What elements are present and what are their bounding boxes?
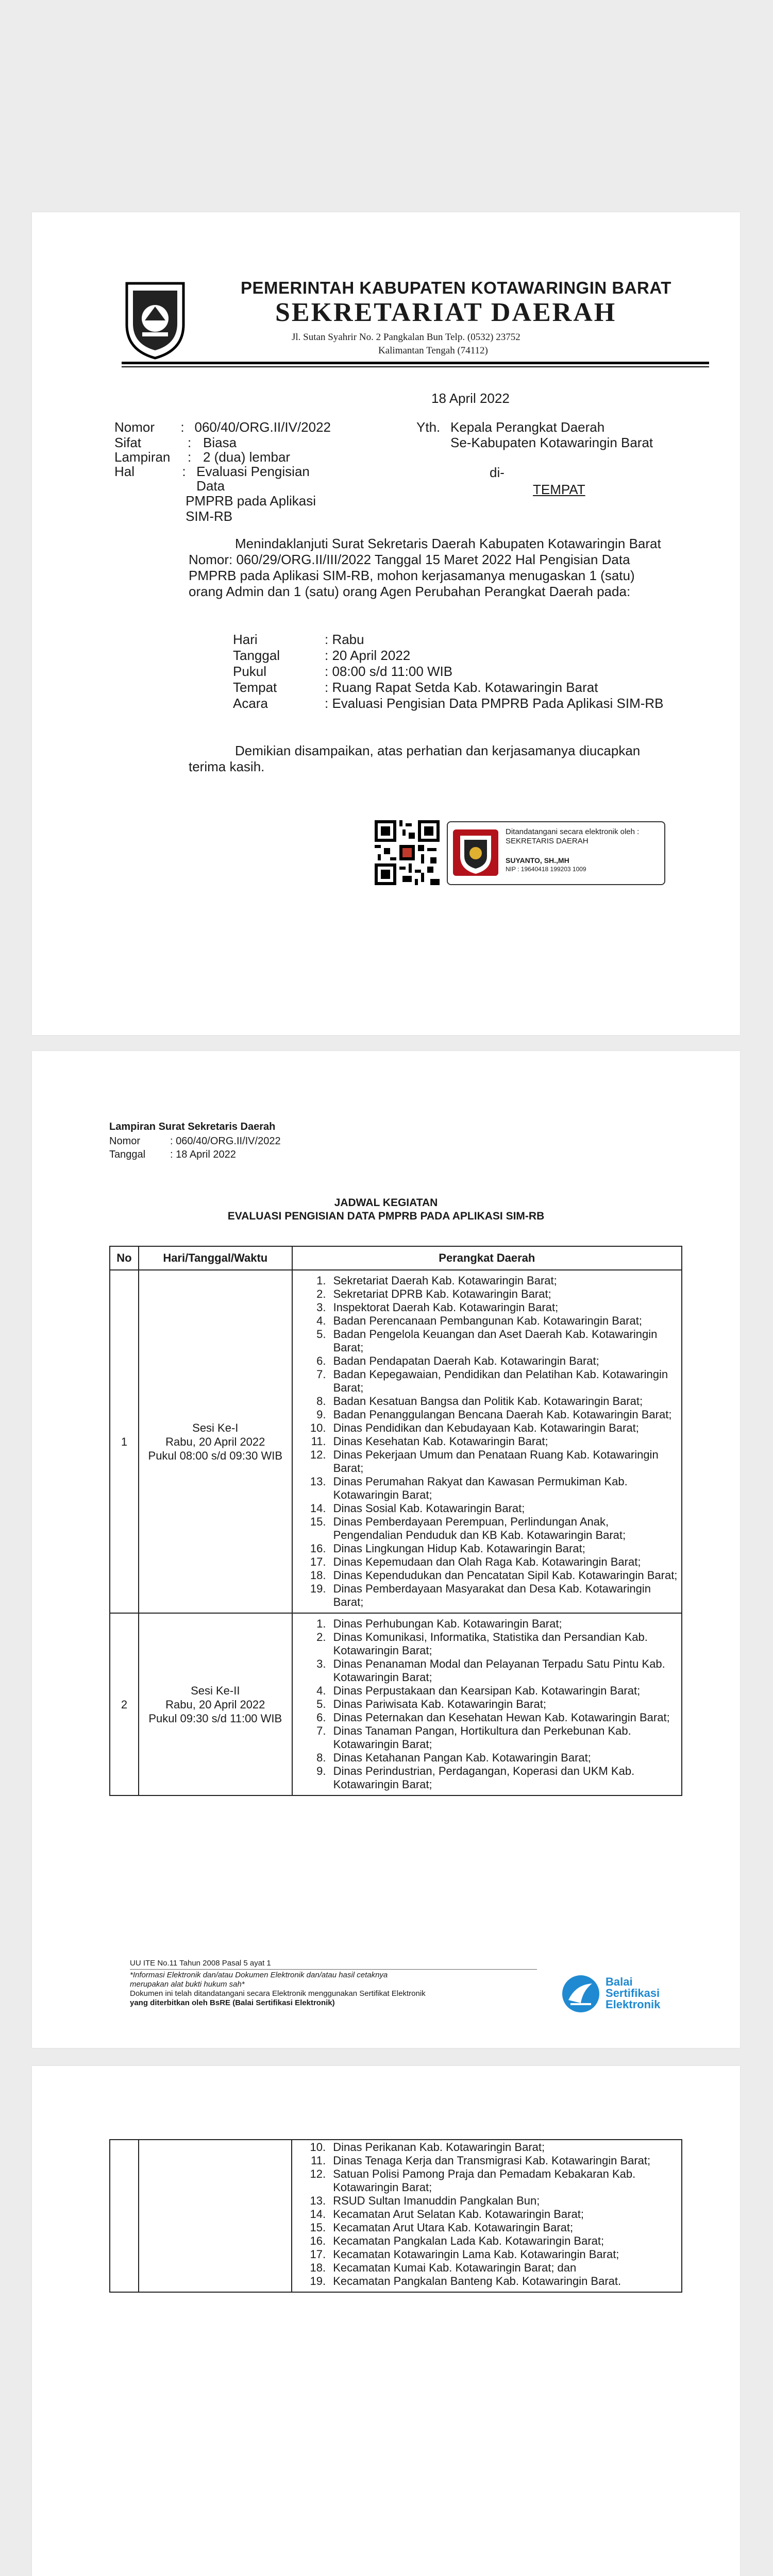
office-address: Jl. Sutan Syahrir No. 2 Pangkalan Bun Telp. (0532) 23752: [292, 332, 520, 343]
list-item: 16. Dinas Lingkungan Hidup Kab. Kotawaringin Barat;: [329, 1542, 681, 1555]
table-header-row: [110, 1246, 682, 1270]
government-name: PEMERINTAH KABUPATEN KOTAWARINGIN BARAT: [241, 278, 671, 297]
session-2-list-continued: [293, 2141, 681, 2288]
closing-line: terima kasih.: [189, 759, 265, 774]
session-1-list: [293, 1274, 681, 1609]
session-no-empty: [110, 2140, 139, 2292]
session-label: Sesi Ke-II: [191, 1684, 240, 1697]
session-time-cell: [139, 1613, 292, 1795]
list-item: 11. Dinas Kesehatan Kab. Kotawaringin Barat;: [329, 1435, 681, 1448]
detail-value: : Ruang Rapat Setda Kab. Kotawaringin Barat: [325, 680, 598, 695]
table-row: [110, 1613, 682, 1795]
attachment-meta-label: Nomor: [109, 1136, 141, 1147]
seal-emblem: [453, 829, 498, 876]
list-item: 9. Dinas Perindustrian, Perdagangan, Koperasi dan UKM Kab. Kotawaringin Barat;: [329, 1765, 681, 1791]
letter-date: 18 April 2022: [431, 391, 510, 406]
list-item: 19. Kecamatan Pangkalan Banteng Kab. Kotawaringin Barat.: [329, 2275, 681, 2288]
signed-note: Ditandatangani secara elektronik oleh :: [506, 827, 640, 836]
footer-note: merupakan alat bukti hukum sah*: [130, 1980, 245, 1989]
qr-code: [375, 820, 440, 885]
list-item: 6. Dinas Peternakan dan Kesehatan Hewan Kab. Kotawaringin Barat;: [329, 1711, 681, 1724]
footer-note: *Informasi Elektronik dan/atau Dokumen Elektronik dan/atau hasil cetaknya: [130, 1971, 388, 1979]
letter-body: [189, 536, 712, 600]
meta-value: Biasa: [203, 435, 237, 450]
detail-value: : 20 April 2022: [325, 648, 411, 663]
letter-page: [32, 212, 740, 1035]
session-date: Rabu, 20 April 2022: [165, 1698, 265, 1711]
detail-label: Tempat: [233, 680, 277, 695]
session-label: Sesi Ke-I: [192, 1421, 239, 1434]
list-item: 7. Dinas Tanaman Pangan, Hortikultura dan Perkebunan Kab. Kotawaringin Barat;: [329, 1724, 681, 1751]
bsre-text: Balai: [606, 1975, 633, 1988]
attachment-page: [32, 1051, 740, 2048]
meta-label: Sifat: [114, 435, 142, 450]
session-items-cell: [292, 1613, 682, 1795]
page-footer: [130, 1959, 573, 2008]
meta-label: Hal: [114, 464, 135, 479]
letterhead-rule-thin: [122, 366, 709, 367]
list-item: 4. Dinas Perpustakaan dan Kearsipan Kab. Kotawaringin Barat;: [329, 1684, 681, 1698]
list-item: 9. Badan Penanggulangan Bencana Daerah Kab. Kotawaringin Barat;: [329, 1408, 681, 1421]
list-item: 13. RSUD Sultan Imanuddin Pangkalan Bun;: [329, 2194, 681, 2208]
list-item: 10. Dinas Perikanan Kab. Kotawaringin Barat;: [329, 2141, 681, 2154]
signer-position: SEKRETARIS DAERAH: [506, 837, 589, 845]
list-item: 15. Dinas Pemberdayaan Perempuan, Perlindungan Anak, Pengendalian Penduduk dan KB Kab. Kotawaringin Barat;: [329, 1515, 681, 1542]
footer-note: Dokumen ini telah ditandatangani secara Elektronik menggunakan Sertifikat Elektronik: [130, 1989, 426, 1998]
list-item: 8. Dinas Ketahanan Pangan Kab. Kotawaringin Barat;: [329, 1751, 681, 1765]
list-item: 1. Dinas Perhubungan Kab. Kotawaringin Barat;: [329, 1617, 681, 1631]
office-name: SEKRETARIAT DAERAH: [275, 298, 617, 327]
addressee-tempat: TEMPAT: [533, 482, 585, 497]
letter-meta: Nomor : 060/40/ORG.II/IV/2022 Sifat : Biasa Lampiran : 2 (dua) lembar Hal : Evaluasi Pengisian Data PMPRB pada Aplikasi SIM-RB: [114, 419, 331, 524]
detail-value: : Evaluasi Pengisian Data PMPRB Pada Aplikasi SIM-RB: [325, 696, 664, 711]
session-no: 1: [110, 1270, 139, 1613]
meta-value: 060/40/ORG.II/IV/2022: [194, 419, 331, 435]
list-item: 4. Badan Perencanaan Pembangunan Kab. Kotawaringin Barat;: [329, 1314, 681, 1328]
col-no: No: [110, 1246, 139, 1270]
body-line: orang Admin dan 1 (satu) orang Agen Perubahan Perangkat Daerah pada:: [189, 584, 631, 599]
list-item: 10. Dinas Pendidikan dan Kebudayaan Kab. Kotawaringin Barat;: [329, 1421, 681, 1435]
session-no: 2: [110, 1613, 139, 1795]
attachment-heading: Lampiran Surat Sekretaris Daerah: [109, 1121, 276, 1132]
detail-value: : Rabu: [325, 632, 364, 647]
list-item: 19. Dinas Pemberdayaan Masyarakat dan Desa Kab. Kotawaringin Barat;: [329, 1582, 681, 1609]
addressee-di: di-: [490, 465, 505, 480]
bsre-logo: [560, 1973, 684, 2014]
schedule-subtitle: EVALUASI PENGISIAN DATA PMPRB PADA APLIKASI SIM-RB: [227, 1210, 545, 1222]
attachment-meta-label: Tanggal: [109, 1149, 146, 1160]
session-2-list: [293, 1617, 681, 1791]
session-time: Pukul 09:30 s/d 11:00 WIB: [148, 1711, 282, 1725]
attachment-meta: [109, 1134, 281, 1161]
list-item: 14. Dinas Sosial Kab. Kotawaringin Barat;: [329, 1502, 681, 1515]
list-item: 5. Badan Pengelola Keuangan dan Aset Daerah Kab. Kotawaringin Barat;: [329, 1328, 681, 1354]
list-item: 15. Kecamatan Arut Utara Kab. Kotawaringin Barat;: [329, 2221, 681, 2234]
list-item: 2. Sekretariat DPRB Kab. Kotawaringin Barat;: [329, 1287, 681, 1301]
list-item: 16. Kecamatan Pangkalan Lada Kab. Kotawaringin Barat;: [329, 2234, 681, 2248]
list-item: 5. Dinas Pariwisata Kab. Kotawaringin Barat;: [329, 1698, 681, 1711]
attachment-meta-value: : 18 April 2022: [170, 1149, 236, 1160]
list-item: 3. Inspektorat Daerah Kab. Kotawaringin Barat;: [329, 1301, 681, 1314]
session-items-cell: [292, 2140, 682, 2292]
list-item: 3. Dinas Penanaman Modal dan Pelayanan Terpadu Satu Pintu Kab. Kotawaringin Barat;: [329, 1657, 681, 1684]
list-item: 6. Badan Pendapatan Daerah Kab. Kotawaringin Barat;: [329, 1354, 681, 1368]
col-perangkat-daerah: Perangkat Daerah: [292, 1246, 682, 1270]
body-line: Menindaklanjuti Surat Sekretaris Daerah Kabupaten Kotawaringin Barat: [235, 536, 661, 551]
signer-name: SUYANTO, SH.,MH: [506, 856, 569, 865]
list-item: 18. Kecamatan Kumai Kab. Kotawaringin Barat; dan: [329, 2261, 681, 2275]
signer-nip: NIP : 19640418 199203 1009: [506, 866, 586, 873]
office-region: Kalimantan Tengah (74112): [378, 345, 488, 356]
schedule-title: JADWAL KEGIATAN: [334, 1197, 438, 1209]
regency-emblem: [122, 278, 189, 361]
e-signature-box: [447, 821, 665, 885]
bsre-text: Elektronik: [606, 1998, 661, 2011]
list-item: 17. Kecamatan Kotawaringin Lama Kab. Kotawaringin Barat;: [329, 2248, 681, 2261]
meta-value: Evaluasi Pengisian Data: [196, 464, 310, 494]
body-line: PMPRB pada Aplikasi SIM-RB, mohon kerjasamanya menugaskan 1 (satu): [189, 568, 635, 583]
list-item: 11. Dinas Tenaga Kerja dan Transmigrasi Kab. Kotawaringin Barat;: [329, 2154, 681, 2167]
detail-label: Pukul: [233, 664, 267, 679]
addressee-yth: Yth.: [416, 419, 441, 435]
event-details: [233, 632, 664, 711]
addressee-line1: Kepala Perangkat Daerah: [450, 419, 605, 435]
session-items-cell: [292, 1270, 682, 1613]
detail-label: Tanggal: [233, 648, 280, 663]
detail-value: : 08:00 s/d 11:00 WIB: [325, 664, 453, 679]
attachment-meta-value: : 060/40/ORG.II/IV/2022: [170, 1136, 281, 1147]
schedule-table: [109, 1246, 682, 1796]
table-row: [110, 2140, 682, 2292]
list-item: 2. Dinas Komunikasi, Informatika, Statistika dan Persandian Kab. Kotawaringin Barat;: [329, 1631, 681, 1657]
session-time: Pukul 08:00 s/d 09:30 WIB: [148, 1449, 283, 1462]
bsre-text: Sertifikasi: [606, 1987, 660, 1999]
letter-closing: [189, 743, 712, 775]
body-line: Nomor: 060/29/ORG.II/III/2022 Tanggal 15 Maret 2022 Hal Pengisian Data: [189, 552, 630, 567]
footer-note: yang diterbitkan oleh BsRE (Balai Sertifikasi Elektronik): [130, 1998, 335, 2007]
list-item: 13. Dinas Perumahan Rakyat dan Kawasan Permukiman Kab. Kotawaringin Barat;: [329, 1475, 681, 1502]
session-time-cell: [139, 1270, 292, 1613]
list-item: 7. Badan Kepegawaian, Pendidikan dan Pelatihan Kab. Kotawaringin Barat;: [329, 1368, 681, 1395]
meta-value: 2 (dua) lembar: [203, 449, 291, 465]
table-row: [110, 1270, 682, 1613]
meta-label: Lampiran: [114, 449, 171, 465]
detail-label: Acara: [233, 696, 268, 711]
letterhead-rule: [122, 362, 709, 364]
addressee: [416, 419, 653, 450]
attachment-continued-page: [32, 2066, 740, 2576]
closing-line: Demikian disampaikan, atas perhatian dan kerjasamanya diucapkan: [235, 743, 641, 758]
meta-label: Nomor: [114, 419, 155, 435]
list-item: 17. Dinas Kepemudaan dan Olah Raga Kab. Kotawaringin Barat;: [329, 1555, 681, 1569]
session-date: Rabu, 20 April 2022: [165, 1435, 265, 1448]
list-item: 1. Sekretariat Daerah Kab. Kotawaringin Barat;: [329, 1274, 681, 1287]
col-time: Hari/Tanggal/Waktu: [139, 1246, 292, 1270]
list-item: 8. Badan Kesatuan Bangsa dan Politik Kab. Kotawaringin Barat;: [329, 1395, 681, 1408]
footer-law: UU ITE No.11 Tahun 2008 Pasal 5 ayat 1: [130, 1959, 271, 1968]
addressee-line2: Se-Kabupaten Kotawaringin Barat: [450, 435, 653, 450]
schedule-table-continued: [109, 2139, 682, 2293]
meta-value-hal-2: PMPRB pada Aplikasi SIM-RB: [186, 493, 316, 524]
list-item: 18. Dinas Kependudukan dan Pencatatan Sipil Kab. Kotawaringin Barat;: [329, 1569, 681, 1582]
detail-label: Hari: [233, 632, 258, 647]
list-item: 12. Satuan Polisi Pamong Praja dan Pemadam Kebakaran Kab. Kotawaringin Barat;: [329, 2167, 681, 2194]
list-item: 12. Dinas Pekerjaan Umum dan Penataan Ruang Kab. Kotawaringin Barat;: [329, 1448, 681, 1475]
session-time-empty: [139, 2140, 292, 2292]
list-item: 14. Kecamatan Arut Selatan Kab. Kotawaringin Barat;: [329, 2208, 681, 2221]
